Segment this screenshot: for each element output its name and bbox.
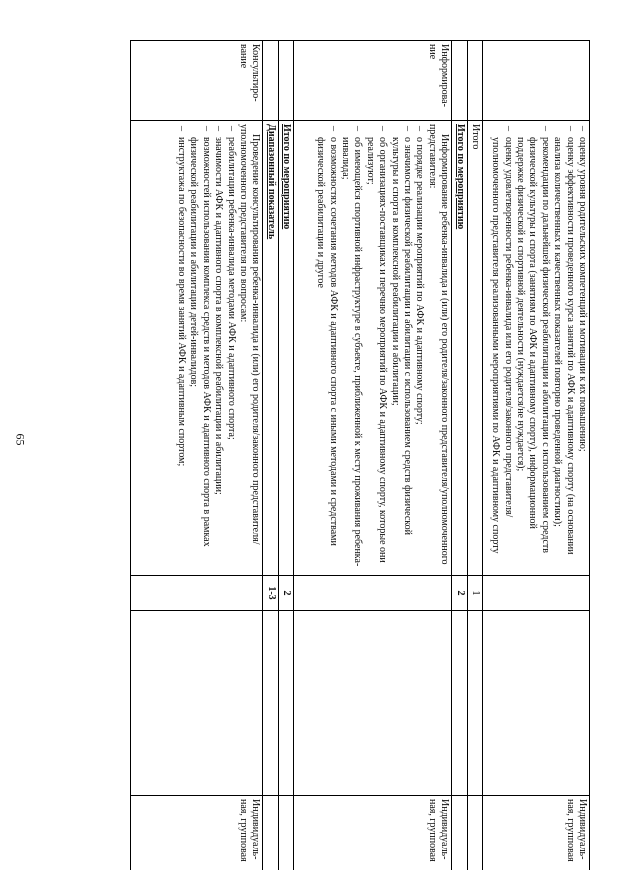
cell-empty [278,611,293,796]
form-cell: Индивидуаль- ная, групповая [131,796,263,871]
activity-content-cell [483,121,590,576]
table-row-inform [294,41,452,871]
list-item: – значимости АФК и адаптивного спорта в комплексной реабилитации и абилитации; [212,124,224,572]
cell-empty [263,796,278,871]
consult-list [175,124,237,572]
total-value: 1 [467,576,482,611]
activity-name: Консультиро- вание [131,41,263,121]
cell-empty [452,796,467,871]
cell-empty [263,41,278,121]
table-row-total [467,41,482,871]
quantity-cell-empty [483,576,590,611]
list-item: – о возможностях сочетания методов АФК и адаптивного спорта с иными методами и средствами физической реабилитации и другое [314,124,339,572]
list-item: – об имеющейся спортивной инфраструктуре в субъекте, приближенной к месту проживания ребенка-инвалида; [339,124,364,572]
activity-name: Информирова- ние [294,41,452,121]
table-row-consult [131,41,263,871]
table-row-range [263,41,278,871]
cell-empty [467,41,482,121]
list-item: – рекомендации по дальнейшей физической реабилитации и абилитации с использованием средств физической культуры и спорта (занятиям по АФК и адаптивному спорту), информационной поддержке физической и спортивной деятельности (нуждается/не нуждается); [514,124,551,572]
quantity-cell [131,576,263,611]
list-item: – возможностей использования комплекса средств и методов АФК и адаптивного спорта в рамках физической реабилитации и абилитации детей-инвалидов; [187,124,212,572]
total-events-value: 2 [452,576,467,611]
page-number: 65 [13,433,28,446]
list-item: – об организациях-поставщиках и перечню мероприятий по АФК и адаптивному спорту, которые они реализуют; [363,124,388,572]
activity-content-cell [294,121,452,576]
list-item: – инструктажа по безопасности во время занятий АФК и адаптивным спортом; [175,124,187,572]
list-item: – оценку удовлетворенности ребенка-инвалида или его родителя/законного представителя/уполномоченного представителя реализованными мероприятиями по АФК и адаптивному спорту [489,124,514,572]
cell-empty [467,611,482,796]
form-cell: Индивидуаль- ная, групповая [483,796,590,871]
extra-cell-empty [483,611,590,796]
quantity-cell-empty [294,576,452,611]
activity-content-cell [131,121,263,576]
document-sheet [78,40,590,870]
table-row-inform-total [278,41,293,871]
cell-empty [452,611,467,796]
list-item: – о значимости физической реабилитации и абилитации с использованием средств физической культуры и спорта в комплексной реабилитации и абилитации; [388,124,413,572]
list-item: – о порядке реализации мероприятий по АФК и адаптивному спорту; [413,124,425,572]
inform-lead: Информирование ребенка-инвалида и (или) его родителя/законного представителя/уполномоченного представителя: [426,124,451,565]
table-row-continuation [483,41,590,871]
consult-lead: Проведение консультирования ребенка-инвалида и (или) его родителя/законного представителя/уполномоченного представителя по вопросам: [238,124,262,545]
total-label: Итого [467,121,482,576]
inform-total-label: Итого по мероприятию [278,121,293,576]
cell-empty [278,41,293,121]
range-value: 1-3 [263,576,278,611]
cell-empty [467,796,482,871]
rotated-table-container [78,40,590,870]
range-label: Диапазонный показатель [263,121,278,576]
cell-empty [263,611,278,796]
list-item: – реабилитации ребенка-инвалида методами АФК и адаптивного спорта; [224,124,236,572]
list-item: – оценку уровня родительских компетенций и мотивации к их повышению; [576,124,588,572]
extra-cell-empty [131,611,263,796]
activities-table [130,40,590,870]
inform-total-value: 2 [278,576,293,611]
activity-name-cell-empty [483,41,590,121]
table-row-event-total [452,41,467,871]
list-item: – оценку эффективности проведенного курса занятий по АФК и адаптивному спорту (на основании анализа количественных и качественных показателей повторно проведенной диагностики); [551,124,576,572]
cell-empty [278,796,293,871]
form-cell: Индивидуаль- ная, групповая [294,796,452,871]
inform-list [314,124,426,572]
extra-cell-empty [294,611,452,796]
total-events-label: Итого по мероприятию [452,121,467,576]
cell-empty [452,41,467,121]
continuation-list [489,124,588,572]
